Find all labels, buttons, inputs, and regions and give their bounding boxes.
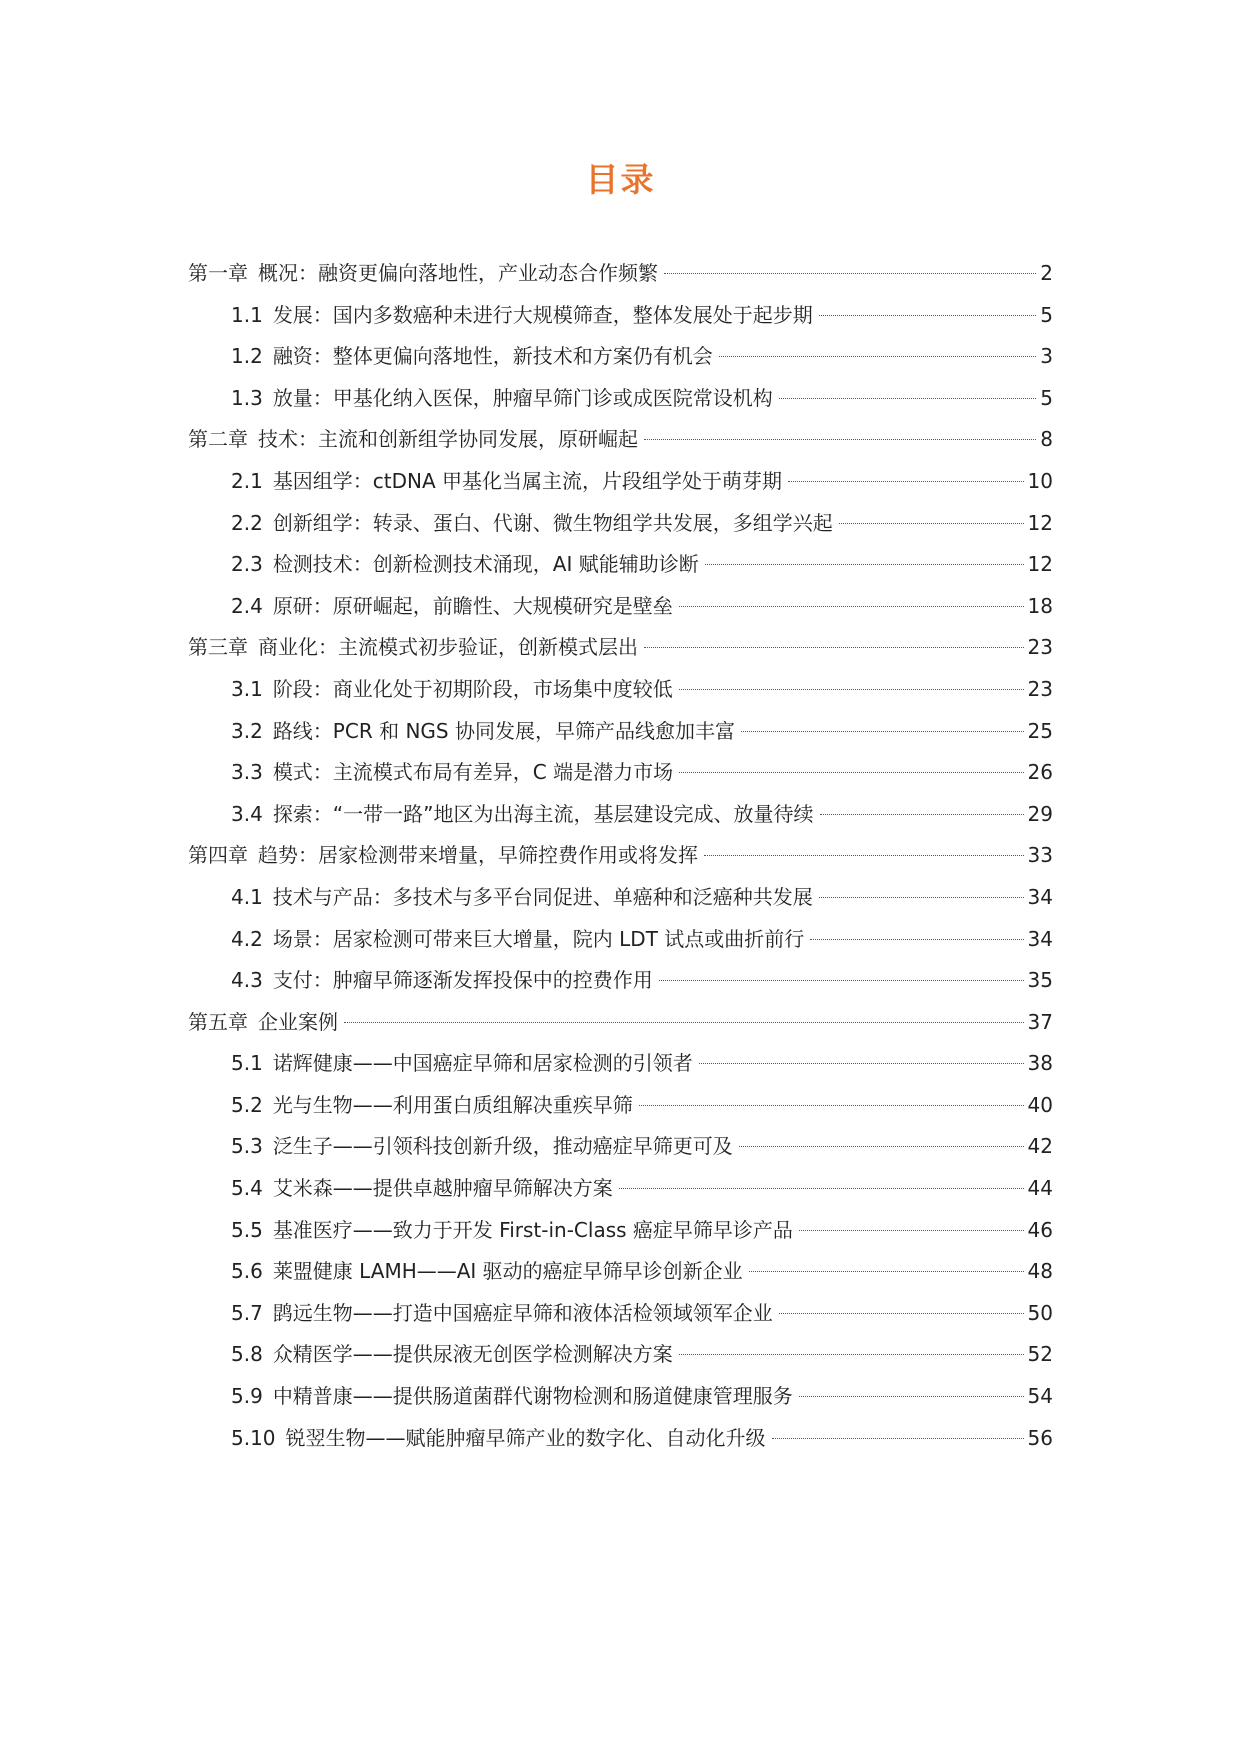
toc-section-entry[interactable]: [188, 752, 1053, 794]
toc-entry-number: 4.3: [231, 968, 263, 993]
toc-entry-number: 第五章: [188, 1009, 248, 1034]
toc-entry-page: 54: [1027, 1384, 1053, 1409]
toc-entry-title: 企业案例: [258, 1009, 338, 1034]
toc-section-entry[interactable]: [188, 711, 1053, 753]
toc-entry-number: 5.2: [231, 1092, 263, 1117]
toc-entry-title: 路线：PCR 和 NGS 协同发展，早筛产品线愈加丰富: [272, 718, 735, 743]
toc-dot-leader: [679, 772, 1023, 773]
toc-section-entry[interactable]: [188, 295, 1053, 337]
toc-section-entry[interactable]: [188, 1043, 1053, 1085]
toc-dot-leader: [819, 897, 1024, 898]
toc-chapter-entry[interactable]: [188, 1002, 1053, 1044]
toc-entry-page: 12: [1027, 552, 1053, 577]
toc-entry-page: 29: [1027, 801, 1053, 826]
toc-entry-title: 诺辉健康——中国癌症早筛和居家检测的引领者: [272, 1051, 693, 1076]
toc-entry-number: 4.1: [231, 884, 263, 909]
toc-dot-leader: [779, 1313, 1024, 1314]
toc-entry-page: 8: [1040, 427, 1053, 452]
toc-chapter-entry[interactable]: [188, 253, 1053, 295]
toc-section-entry[interactable]: [188, 461, 1053, 503]
toc-dot-leader: [779, 398, 1036, 399]
toc-section-entry[interactable]: [188, 877, 1053, 919]
toc-dot-leader: [679, 1354, 1024, 1355]
toc-entry-number: 5.4: [231, 1176, 263, 1201]
toc-title: 目录: [585, 160, 656, 199]
toc-entry-title: 放量：甲基化纳入医保，肿瘤早筛门诊或成医院常设机构: [272, 385, 773, 410]
toc-entry-title: 发展：国内多数癌种未进行大规模筛查，整体发展处于起步期: [272, 302, 813, 327]
toc-section-entry[interactable]: [188, 336, 1053, 378]
toc-dot-leader: [741, 731, 1024, 732]
toc-entry-page: 46: [1027, 1217, 1053, 1242]
toc-dot-leader: [644, 647, 1024, 648]
toc-entry-number: 4.2: [231, 926, 263, 951]
toc-chapter-entry[interactable]: [188, 835, 1053, 877]
toc-entry-page: 23: [1027, 635, 1053, 660]
toc-entry-title: 检测技术：创新检测技术涌现，AI 赋能辅助诊断: [272, 552, 699, 577]
toc-entry-number: 2.2: [231, 510, 263, 535]
toc-entry-title: 支付：肿瘤早筛逐渐发挥投保中的控费作用: [272, 968, 653, 993]
toc-entry-page: 48: [1027, 1259, 1053, 1284]
toc-entry-page: 38: [1027, 1051, 1053, 1076]
toc-dot-leader: [699, 1063, 1024, 1064]
toc-entry-title: 莱盟健康 LAMH——AI 驱动的癌症早筛早诊创新企业: [272, 1259, 743, 1284]
toc-entry-title: 原研：原研崛起，前瞻性、大规模研究是壁垒: [272, 593, 673, 618]
toc-section-entry[interactable]: [188, 503, 1053, 545]
toc-dot-leader: [664, 273, 1036, 274]
toc-entry-number: 5.10: [231, 1425, 276, 1450]
toc-section-entry[interactable]: [188, 1168, 1053, 1210]
toc-entry-number: 5.9: [231, 1384, 263, 1409]
toc-entry-page: 18: [1027, 593, 1053, 618]
toc-entry-number: 5.1: [231, 1051, 263, 1076]
toc-dot-leader: [679, 606, 1024, 607]
toc-section-entry[interactable]: [188, 669, 1053, 711]
toc-entry-title: 趋势：居家检测带来增量，早筛控费作用或将发挥: [258, 843, 698, 868]
toc-entry-number: 2.3: [231, 552, 263, 577]
toc-entry-page: 34: [1027, 926, 1053, 951]
toc-dot-leader: [705, 564, 1024, 565]
toc-dot-leader: [739, 1146, 1024, 1147]
toc-entry-title: 概况：融资更偏向落地性，产业动态合作频繁: [258, 261, 658, 285]
toc-entry-number: 5.5: [231, 1217, 263, 1242]
toc-chapter-entry[interactable]: [188, 627, 1053, 669]
toc-entry-page: 23: [1027, 676, 1053, 701]
toc-section-entry[interactable]: [188, 1293, 1053, 1335]
toc-dot-leader: [619, 1188, 1024, 1189]
toc-section-entry[interactable]: [188, 1418, 1053, 1460]
toc-entry-number: 第二章: [188, 427, 248, 452]
toc-entry-number: 5.7: [231, 1300, 263, 1325]
toc-entry-number: 3.4: [231, 801, 263, 826]
toc-entry-page: 35: [1027, 968, 1053, 993]
toc-section-entry[interactable]: [188, 1085, 1053, 1127]
toc-section-entry[interactable]: [188, 378, 1053, 420]
toc-dot-leader: [749, 1271, 1024, 1272]
toc-entry-page: 56: [1027, 1425, 1053, 1450]
toc-list: [188, 253, 1053, 1459]
toc-entry-title: 中精普康——提供肠道菌群代谢物检测和肠道健康管理服务: [272, 1384, 793, 1409]
toc-section-entry[interactable]: [188, 794, 1053, 836]
toc-entry-page: 12: [1027, 510, 1053, 535]
toc-dot-leader: [820, 814, 1024, 815]
toc-entry-page: 34: [1027, 884, 1053, 909]
toc-section-entry[interactable]: [188, 1376, 1053, 1418]
toc-entry-number: 3.1: [231, 676, 263, 701]
toc-dot-leader: [819, 315, 1036, 316]
toc-entry-title: 商业化：主流模式初步验证，创新模式层出: [258, 635, 638, 660]
toc-section-entry[interactable]: [188, 1334, 1053, 1376]
toc-dot-leader: [644, 439, 1036, 440]
toc-entry-number: 第四章: [188, 843, 248, 868]
toc-entry-number: 5.8: [231, 1342, 263, 1367]
toc-entry-page: 42: [1027, 1134, 1053, 1159]
toc-dot-leader: [639, 1105, 1024, 1106]
toc-entry-title: 泛生子——引领科技创新升级，推动癌症早筛更可及: [272, 1134, 733, 1159]
toc-entry-title: 鹍远生物——打造中国癌症早筛和液体活检领域领军企业: [272, 1300, 773, 1325]
toc-entry-title: 模式：主流模式布局有差异，C 端是潜力市场: [272, 760, 674, 785]
toc-dot-leader: [344, 1022, 1024, 1023]
toc-entry-page: 5: [1040, 302, 1053, 327]
toc-entry-title: 基因组学：ctDNA 甲基化当属主流，片段组学处于萌芽期: [272, 468, 783, 493]
toc-entry-title: 技术与产品：多技术与多平台同促进、单癌种和泛癌种共发展: [272, 884, 813, 909]
toc-dot-leader: [799, 1230, 1024, 1231]
toc-entry-page: 52: [1027, 1342, 1053, 1367]
toc-entry-number: 3.2: [231, 718, 263, 743]
toc-section-entry[interactable]: [188, 919, 1053, 961]
toc-entry-number: 3.3: [231, 760, 263, 785]
toc-entry-page: 5: [1040, 385, 1053, 410]
toc-entry-number: 1.2: [231, 344, 263, 369]
toc-entry-title: 融资：整体更偏向落地性，新技术和方案仍有机会: [272, 344, 713, 369]
toc-entry-page: 2: [1040, 261, 1053, 285]
toc-entry-title: 探索：“一带一路”地区为出海主流，基层建设完成、放量待续: [272, 801, 814, 826]
toc-entry-number: 1.1: [231, 302, 263, 327]
toc-section-entry[interactable]: [188, 1210, 1053, 1252]
toc-dot-leader: [810, 939, 1023, 940]
toc-entry-number: 第一章: [188, 261, 248, 285]
toc-entry-page: 50: [1027, 1300, 1053, 1325]
toc-entry-number: 2.4: [231, 593, 263, 618]
toc-dot-leader: [659, 980, 1024, 981]
toc-entry-page: 40: [1027, 1092, 1053, 1117]
toc-entry-title: 技术：主流和创新组学协同发展，原研崛起: [258, 427, 638, 452]
toc-entry-title: 艾米森——提供卓越肿瘤早筛解决方案: [272, 1176, 613, 1201]
toc-section-entry[interactable]: [188, 544, 1053, 586]
toc-entry-page: 33: [1027, 843, 1053, 868]
toc-entry-number: 2.1: [231, 468, 263, 493]
toc-entry-page: 26: [1027, 760, 1053, 785]
toc-entry-page: 10: [1027, 468, 1053, 493]
toc-dot-leader: [704, 855, 1024, 856]
toc-section-entry[interactable]: [188, 960, 1053, 1002]
toc-section-entry[interactable]: [188, 586, 1053, 628]
toc-dot-leader: [799, 1396, 1024, 1397]
toc-entry-title: 阶段：商业化处于初期阶段，市场集中度较低: [272, 676, 673, 701]
toc-entry-page: 37: [1027, 1009, 1053, 1034]
toc-entry-page: 44: [1027, 1176, 1053, 1201]
toc-section-entry[interactable]: [188, 1126, 1053, 1168]
toc-chapter-entry[interactable]: [188, 419, 1053, 461]
toc-dot-leader: [772, 1438, 1024, 1439]
toc-entry-title: 场景：居家检测可带来巨大增量，院内 LDT 试点或曲折前行: [272, 926, 805, 951]
toc-dot-leader: [788, 481, 1023, 482]
toc-entry-number: 5.6: [231, 1259, 263, 1284]
toc-entry-title: 众精医学——提供尿液无创医学检测解决方案: [272, 1342, 673, 1367]
toc-entry-number: 第三章: [188, 635, 248, 660]
toc-entry-number: 1.3: [231, 385, 263, 410]
toc-entry-page: 25: [1027, 718, 1053, 743]
toc-entry-page: 3: [1040, 344, 1053, 369]
toc-entry-title: 创新组学：转录、蛋白、代谢、微生物组学共发展，多组学兴起: [272, 510, 833, 535]
toc-entry-title: 锐翌生物——赋能肿瘤早筛产业的数字化、自动化升级: [285, 1425, 766, 1450]
toc-entry-title: 光与生物——利用蛋白质组解决重疾早筛: [272, 1092, 633, 1117]
toc-dot-leader: [719, 356, 1036, 357]
toc-entry-title: 基准医疗——致力于开发 First-in-Class 癌症早筛早诊产品: [272, 1217, 793, 1242]
toc-section-entry[interactable]: [188, 1251, 1053, 1293]
toc-dot-leader: [839, 523, 1024, 524]
toc-dot-leader: [679, 689, 1024, 690]
toc-entry-number: 5.3: [231, 1134, 263, 1159]
